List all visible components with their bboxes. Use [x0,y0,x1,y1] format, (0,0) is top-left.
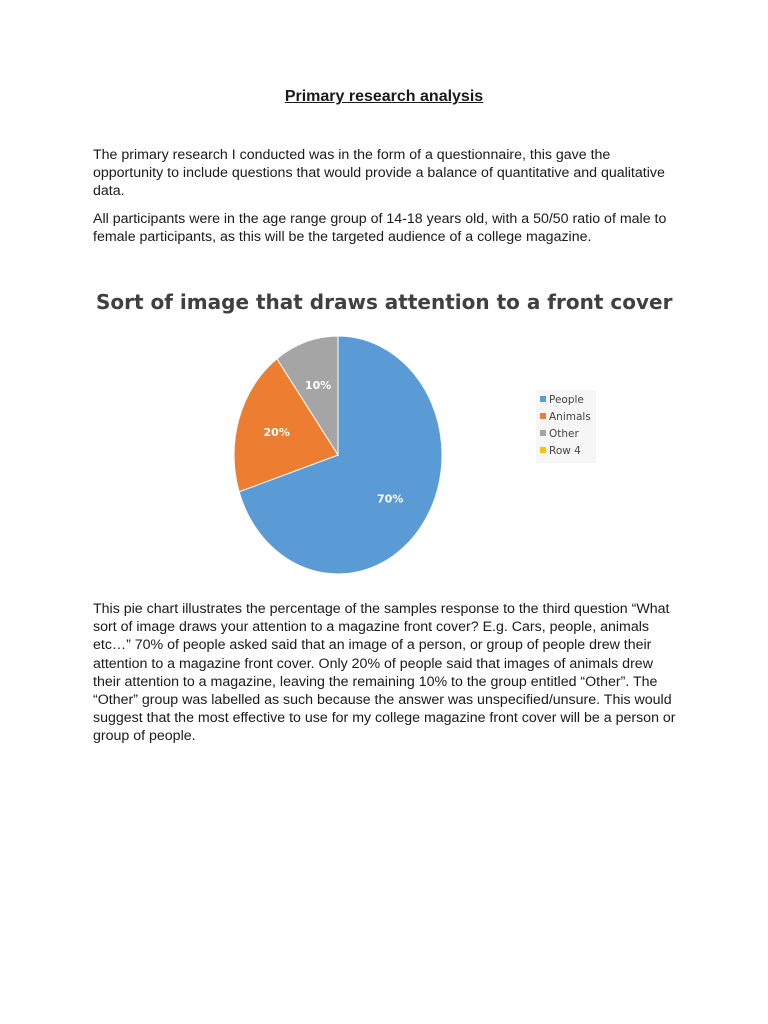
legend-label-row-4: Row 4 [549,445,581,457]
pie-chart [220,325,460,585]
pie-label-people: 70% [377,492,404,506]
chart-legend [536,390,596,463]
legend-label-other: Other [549,428,579,440]
legend-swatch-row-4 [540,447,546,453]
legend-item-other [540,426,596,443]
legend-swatch-animals [540,413,546,419]
intro-paragraph: The primary research I conducted was in the form of a questionnaire, this gave the opportunity to include questions that would provide a balance of quantitative and qualitative data. [93,147,665,200]
legend-swatch-other [540,430,546,436]
pie-label-other: 10% [304,378,332,392]
legend-swatch-people [540,396,546,402]
legend-label-people: People [549,394,584,406]
page-title: Primary research analysis [284,88,484,105]
participants-paragraph: All participants were in the age range group of 14-18 years old, with a 50/50 ratio of male to female participants, as this will be the targeted audience of a college magazine. [93,211,667,246]
pie-label-animals: 20% [263,426,290,440]
chart-title: Sort of image that draws attention to a front cover [96,290,673,314]
analysis-paragraph: This pie chart illustrates the percentage of the samples response to the third question “What sort of image draws your attention to a magazine front cover? E.g. Cars, people, animals etc…” 70% of people asked said that an image of a person, or group of people drew their attention to a magazine front cover. Only 20% of people said that images of animals drew their attention to a magazine, leaving the remaining 10% to the group entitled “Other”. The “Other” group was labelled as such because the answer was unspecified/unsure. This would suggest that the most effective to use for my college magazine front cover will be a person or group of people. [93,601,676,745]
legend-label-animals: Animals [549,411,591,423]
legend-item-row-4 [540,443,596,460]
legend-item-animals [540,409,596,426]
legend-item-people [540,392,596,409]
